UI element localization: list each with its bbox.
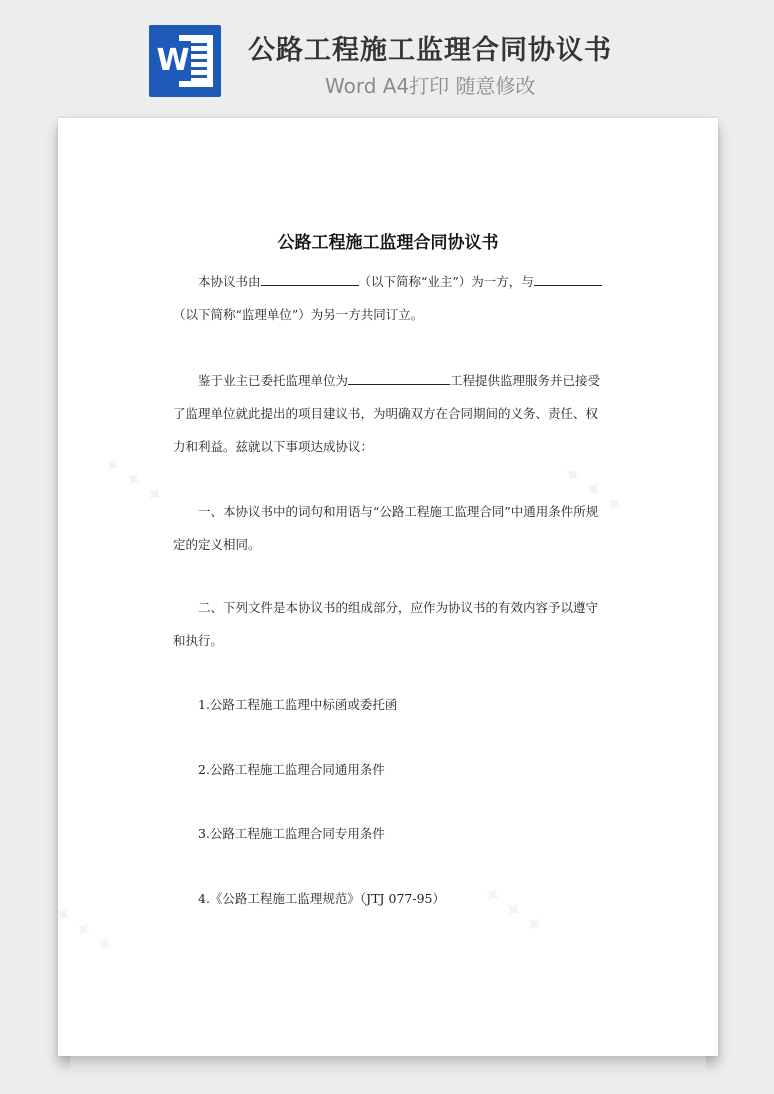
paragraph-2-line-3: 力和利益。兹就以下事项达成协议：	[173, 439, 374, 454]
watermark: ✦ ✦ ✦	[97, 450, 169, 511]
paragraph-4-line-2: 和执行。	[173, 633, 224, 648]
list-item-4: 4.《公路工程施工监理规范》（JTJ 077-95）	[198, 891, 445, 906]
list-item-3: 3.公路工程施工监理合同专用条件	[198, 826, 385, 841]
paragraph-1-line-2: （以下简称“监理单位”）为另一方共同订立。	[173, 307, 424, 322]
paragraph-2-line-2: 了监理单位就此提出的项目建议书，为明确双方在合同期间的义务、责任、权	[173, 406, 599, 421]
paragraph-4-line-1: 二、下列文件是本协议书的组成部分，应作为协议书的有效内容予以遵守	[198, 600, 599, 615]
document-page	[47, 118, 718, 1056]
paragraph-3-line-1: 一、本协议书中的词句和用语与“公路工程施工监理合同”中通用条件所规	[198, 504, 599, 519]
list-item-1: 1.公路工程施工监理中标函或委托函	[198, 697, 398, 712]
paragraph-3-line-2: 定的定义相同。	[173, 537, 261, 552]
word-letter-badge: W	[155, 41, 191, 81]
page-shadow	[70, 1056, 706, 1070]
banner	[0, 0, 774, 118]
watermark: ✦ ✦ ✦	[47, 900, 119, 961]
paragraph-1-line-1: 本协议书由 （以下简称“业主”）为一方，与	[198, 272, 602, 290]
paragraph-2-line-1: 鉴于业主已委托监理单位为 工程提供监理服务并已接受	[198, 373, 601, 388]
watermark: ✦ ✦ ✦	[557, 460, 629, 521]
blank-field-supervisor[interactable]	[534, 274, 602, 286]
blank-field-owner[interactable]	[261, 274, 359, 286]
banner-title: 公路工程施工监理合同协议书	[248, 35, 612, 66]
word-icon	[149, 25, 221, 97]
banner-subtitle: Word A4打印 随意修改	[325, 74, 536, 98]
list-item-2: 2.公路工程施工监理合同通用条件	[198, 762, 385, 777]
document-title: 公路工程施工监理合同协议书	[277, 233, 499, 253]
blank-field-project[interactable]	[348, 373, 450, 385]
watermark: ✦ ✦ ✦	[477, 880, 549, 941]
